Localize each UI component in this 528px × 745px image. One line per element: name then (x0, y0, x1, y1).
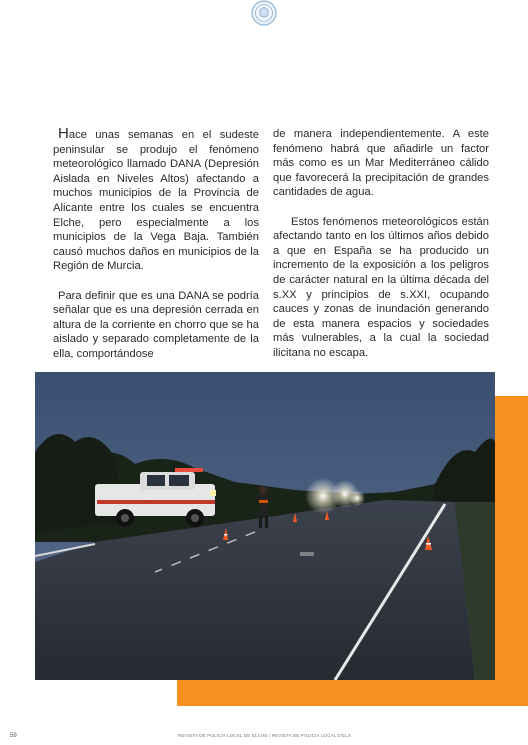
paragraph-text: de manera independientemente. A este fenómeno habrá que añadirle un factor más como es un Mar Mediterráneo cálido que favorecerá la precipitación de grandes cantidades de agua. (273, 128, 489, 199)
paragraph-text: Para definir que es una DANA se podría señalar que es una depresión cerrada en altura de la corriente en chorro que se ha aislado y separado completamente de la ella, comportándose (53, 289, 259, 360)
svg-text:·: · (145, 500, 147, 506)
paragraph (53, 289, 259, 362)
paragraph (273, 215, 489, 361)
paragraph (53, 127, 259, 274)
page-number: 59 (10, 733, 17, 739)
publication-footer: REVISTA DE POLICIA LOCAL DE ELCHE / REVISTA DE POLICIA LOCAL D'ELX (178, 733, 351, 738)
article-left-column (53, 127, 259, 376)
police-seal-icon (251, 0, 277, 26)
article-right-column (273, 127, 489, 375)
paragraph-text: Estos fenómenos meteorológicos están afectando tanto en los últimos años debido a que en España se ha producido un incremento de la exposición a los peligros de carácter natural en la última década del s.XX y principios de s.XXI, ocupando cauces y zonas de inundación generando de esta manera espacios y sociedades más vulnerables, a la cual la sociedad ilicitana no escapa. (273, 215, 489, 359)
paragraph (273, 127, 489, 200)
drop-cap: H (58, 125, 69, 142)
police-vehicle-roadblock-night-photo (35, 372, 495, 680)
paragraph-text: ace unas semanas en el sudeste peninsular se produjo el fenómeno meteorológico llamado DANA (Depresión Aislada en Niveles Altos) afectando a muchos municipios de la Provincia de Alicante entre los cuales se encuentra Elche, pero especialmente a los municipios de la Vega Baja. También causó muchos daños en municipios de la Región de Murcia. (53, 129, 259, 273)
